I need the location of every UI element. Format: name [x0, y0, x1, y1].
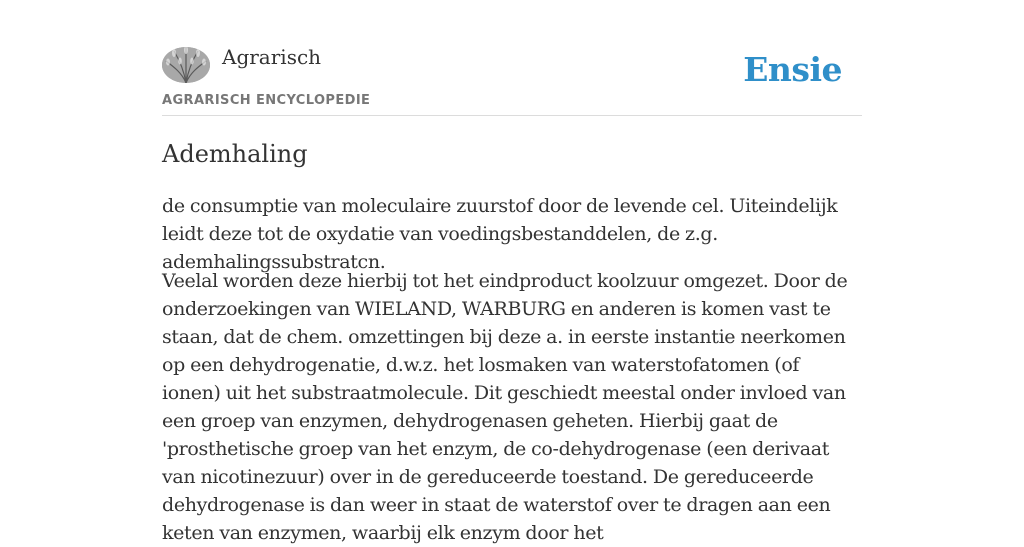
article-paragraph-1: de consumptie van moleculaire zuurstof door de levende cel. Uiteindelijk leidt deze tot de oxydatie van voedingsbestanddelen, de z.g. ademhalingssubstratcn. [162, 195, 838, 273]
brand-logo[interactable]: Ensie [743, 50, 842, 89]
article-paragraph-2: Veelal worden deze hierbij tot het eindproduct koolzuur omgezet. Door de onderzoekingen van WIELAND, WARBURG en anderen is komen vast te staan, dat de chem. omzettingen bij deze a. in eerste instantie neerkomen op een dehydrogenatie, d.w.z. het losmaken van waterstofatomen (of ionen) uit het substraatmolecule. Dit geschiedt meestal onder invloed van een groep van enzymen, dehydrogenasen geheten. Hierbij gaat de 'prosthetische groep van het enzym, de co-dehydrogenase (een derivaat van nicotinezuur) over in de gereduceerde toestand. De gereduceerde dehydrogenase is dan weer in staat de waterstof over te dragen aan een keten van enzymen, waarbij elk enzym door het [162, 270, 848, 544]
site-name[interactable]: Agrarisch [222, 45, 322, 69]
wheat-logo-icon[interactable] [162, 47, 210, 83]
site-subtitle: AGRARISCH ENCYCLOPEDIE [162, 93, 371, 108]
article-title: Ademhaling [162, 140, 308, 168]
page-container [162, 0, 862, 544]
site-header [162, 0, 862, 116]
